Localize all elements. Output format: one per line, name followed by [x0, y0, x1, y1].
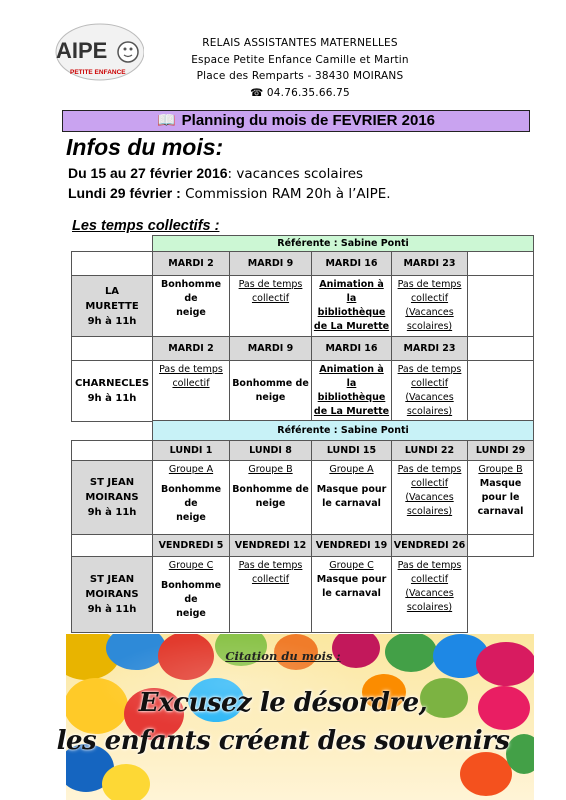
- activity-cell: Groupe B Masque pour le carnaval: [468, 461, 534, 535]
- activity-cell: Pas de temps collectif: [153, 361, 230, 422]
- info-vacances-text: : vacances scolaires: [227, 166, 364, 182]
- activity-cell: Bonhomme de neige: [153, 276, 230, 337]
- day-header: MARDI 16: [312, 337, 392, 361]
- day-header: LUNDI 15: [312, 441, 392, 461]
- info-commission-date: Lundi 29 février :: [68, 185, 181, 201]
- referente-header: Référente : Sabine Ponti: [153, 421, 534, 441]
- activity-cell: Animation à la bibliothèque de La Murette: [312, 361, 392, 422]
- day-header: MARDI 23: [392, 337, 468, 361]
- day-header: MARDI 9: [230, 252, 312, 276]
- info-commission: [68, 185, 391, 202]
- quote-line-1: Excusez le désordre,: [138, 688, 428, 718]
- activity-cell: Pas de temps collectif (Vacances scolaires): [392, 276, 468, 337]
- day-header: MARDI 16: [312, 252, 392, 276]
- address-line: Espace Petite Enfance Camille et Martin: [191, 53, 409, 66]
- location-la-murette: LA MURETTE 9h à 11h: [72, 276, 153, 337]
- day-header: LUNDI 29: [468, 441, 534, 461]
- day-header: MARDI 23: [392, 252, 468, 276]
- activity-cell: Groupe C Masque pour le carnaval: [312, 557, 392, 633]
- info-commission-text: Commission RAM 20h à l’AIPE.: [180, 186, 391, 202]
- logo-subtitle: PETITE ENFANCE: [70, 69, 126, 76]
- day-header: LUNDI 1: [153, 441, 230, 461]
- day-header: MARDI 2: [153, 337, 230, 361]
- citation-label: Citation du mois :: [225, 649, 341, 663]
- info-vacances: [68, 165, 363, 182]
- aipe-logo: [48, 22, 144, 84]
- activity-cell: Groupe A Masque pour le carnaval: [312, 461, 392, 535]
- location-st-jean-moirans-vendredi: ST JEAN MOIRANS 9h à 11h: [72, 557, 153, 633]
- temps-collectifs-title: Les temps collectifs :: [72, 218, 220, 234]
- day-header: MARDI 9: [230, 337, 312, 361]
- logo-text: AIPE: [56, 38, 108, 63]
- activity-cell: Groupe A Bonhomme de neige: [153, 461, 230, 535]
- location-st-jean-moirans-lundi: ST JEAN MOIRANS 9h à 11h: [72, 461, 153, 535]
- location-charnecles: CHARNECLES 9h à 11h: [72, 361, 153, 422]
- infos-title: Infos du mois:: [66, 134, 224, 160]
- activity-cell: Groupe C Bonhomme de neige: [153, 557, 230, 633]
- day-header: VENDREDI 12: [230, 535, 312, 557]
- activity-cell: Animation à la bibliothèque de La Murette: [312, 276, 392, 337]
- address-line: Place des Remparts - 38430 MOIRANS: [196, 70, 404, 82]
- planning-banner: [62, 110, 530, 132]
- phone-line: ☎ 04.76.35.66.75: [250, 86, 350, 99]
- activity-cell: Pas de temps collectif: [230, 557, 312, 633]
- activity-cell: Pas de temps collectif (Vacances scolaires): [392, 461, 468, 535]
- rams-address: [160, 35, 440, 101]
- activity-cell: Pas de temps collectif: [230, 276, 312, 337]
- book-icon: 📖: [156, 112, 176, 129]
- activity-cell: Groupe B Bonhomme de neige: [230, 461, 312, 535]
- info-vacances-dates: Du 15 au 27 février 2016: [68, 165, 228, 181]
- activity-cell: Bonhomme de neige: [230, 361, 312, 422]
- activity-cell: Pas de temps collectif (Vacances scolaires): [392, 557, 468, 633]
- table-st-jean-moirans: [71, 420, 534, 633]
- day-header: VENDREDI 19: [312, 535, 392, 557]
- address-line: RELAIS ASSISTANTES MATERNELLES: [202, 37, 398, 49]
- day-header: VENDREDI 26: [392, 535, 468, 557]
- day-header: MARDI 2: [153, 252, 230, 276]
- day-header: LUNDI 22: [392, 441, 468, 461]
- referente-header: Référente : Sabine Ponti: [153, 236, 534, 252]
- table-la-murette-charnecles: [71, 235, 534, 422]
- activity-cell: Pas de temps collectif (Vacances scolaires): [392, 361, 468, 422]
- day-header: LUNDI 8: [230, 441, 312, 461]
- quote-line-2: les enfants créent des souvenirs: [56, 726, 510, 756]
- day-header: VENDREDI 5: [153, 535, 230, 557]
- banner-title: Planning du mois de FEVRIER 2016: [181, 112, 436, 129]
